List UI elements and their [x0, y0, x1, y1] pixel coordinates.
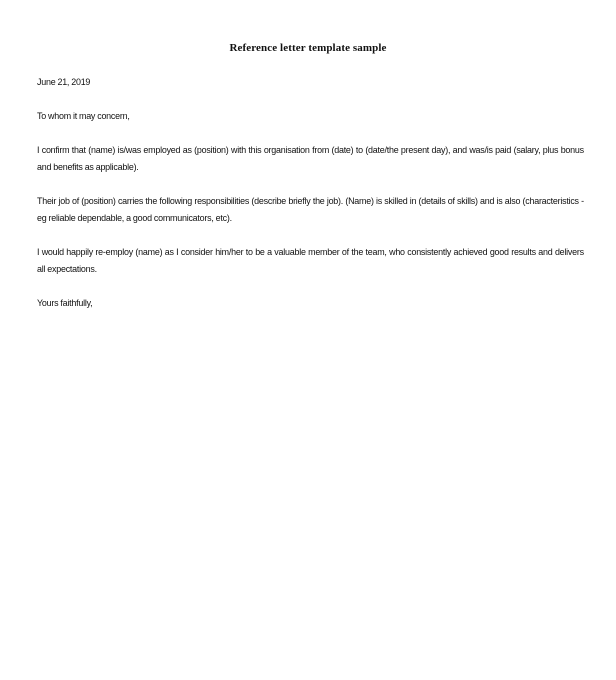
letter-closing: Yours faithfully,	[37, 298, 93, 309]
paragraph-recommendation: I would happily re-employ (name) as I consider him/her to be a valuable member of the team, who consistently achieved good results and delivers all expectations.	[37, 247, 584, 275]
paragraph-responsibilities: Their job of (position) carries the following responsibilities (describe briefly the job). (Name) is skilled in (details of skills) and is also (characteristics - eg reliable dependable, a good communicators, etc).	[37, 196, 584, 224]
paragraph-employment: I confirm that (name) is/was employed as (position) with this organisation from (date) to (date/the present day), and was/is paid (salary, plus bonus and benefits as applicable).	[37, 145, 584, 173]
document-title: Reference letter template sample	[229, 42, 387, 54]
letter-salutation: To whom it may concern,	[37, 111, 130, 122]
letter-date: June 21, 2019	[37, 77, 91, 88]
